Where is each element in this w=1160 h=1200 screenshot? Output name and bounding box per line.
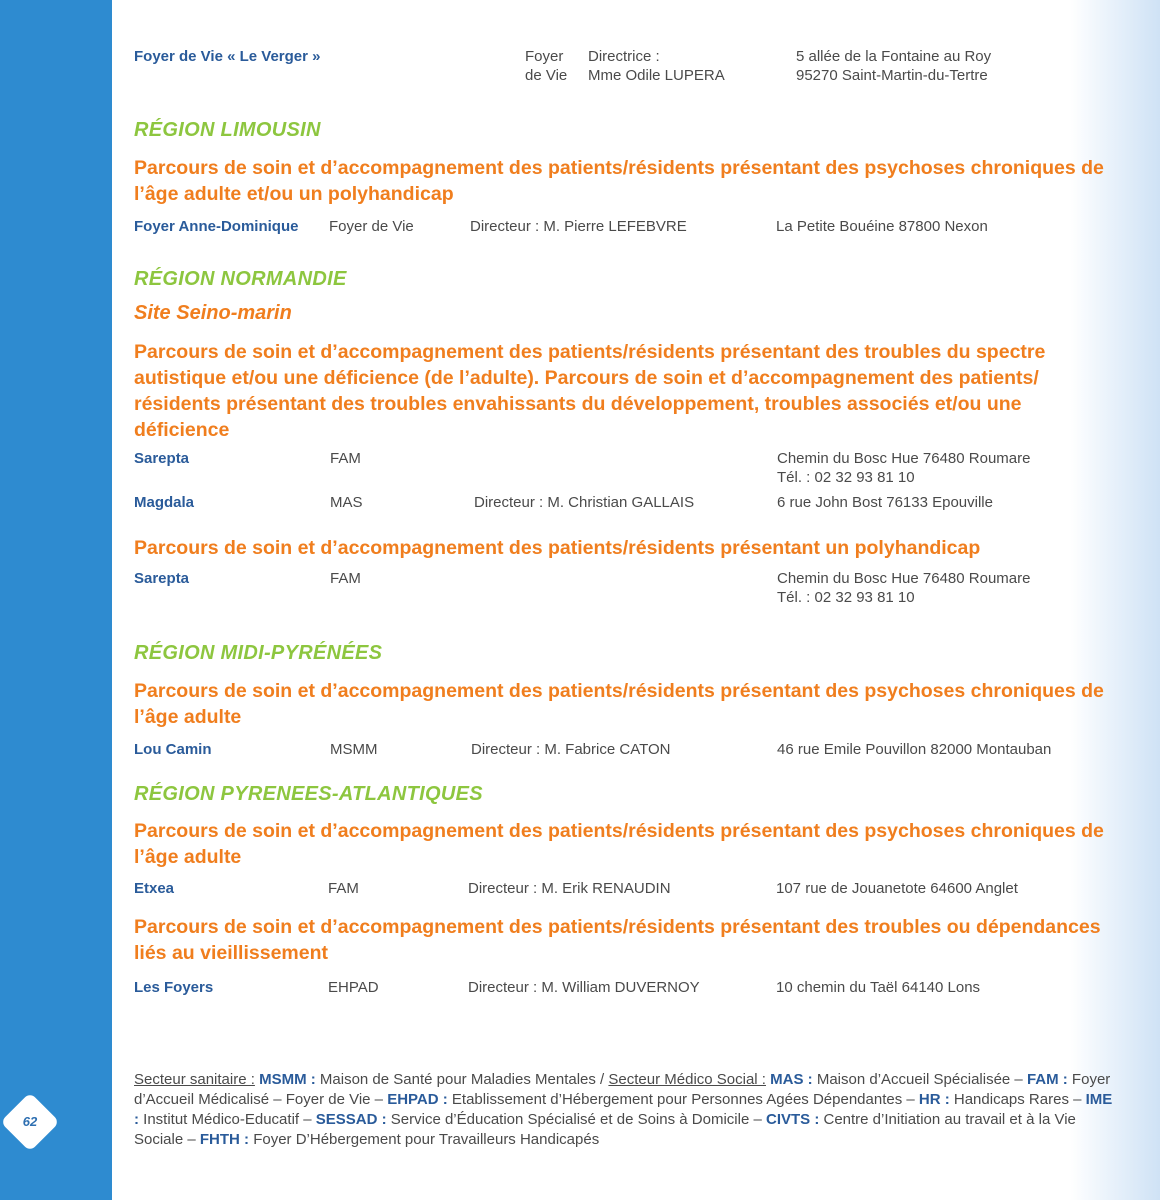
legend-definition: Handicaps Rares – [949, 1091, 1086, 1108]
establishment-address: 6 rue John Bost 76133 Epouville [777, 494, 993, 511]
establishment-address: Chemin du Bosc Hue 76480 Roumare Tél. : 02 32 93 81 10 [777, 570, 1031, 606]
establishment-type: MAS [330, 494, 363, 511]
legend-abbr: IME : [134, 1091, 1113, 1128]
establishment-type: EHPAD [328, 979, 379, 996]
legend-abbr: MSMM : [259, 1071, 316, 1088]
legend-abbr: FHTH : [199, 1131, 250, 1148]
legend-definition: Service d’Éducation Spécialisé et de Soins à Domicile – [386, 1111, 766, 1128]
establishment-contact: Directeur : M. Erik RENAUDIN [468, 880, 671, 897]
left-color-band [0, 0, 112, 1200]
establishment-name: Etxea [134, 880, 175, 897]
establishment-name: Les Foyers [134, 979, 214, 996]
establishment-contact: Directeur : M. William DUVERNOY [468, 979, 700, 996]
establishment-name: Foyer Anne-Dominique [134, 218, 299, 235]
region-title-limousin: RÉGION LIMOUSIN [134, 119, 321, 141]
establishment-address: La Petite Bouéine 87800 Nexon [776, 218, 988, 235]
establishment-name: Lou Camin [134, 741, 212, 758]
section-heading: Parcours de soin et d’accompagnement des patients/résidents présentant des psychoses chroniques de l’âge adulte [134, 820, 1104, 868]
region-title-midi-pyrenees: RÉGION MIDI-PYRÉNÉES [134, 642, 383, 664]
legend-abbr: MAS : [765, 1071, 813, 1088]
page-content [134, 0, 1124, 1200]
establishment-contact: Directeur : M. Pierre LEFEBVRE [470, 218, 687, 235]
establishment-type: Foyer de Vie [525, 48, 568, 84]
legend-definition: Maison d’Accueil Spécialisée – [812, 1071, 1027, 1088]
legend-abbr: HR : [918, 1091, 950, 1108]
establishment-address: 107 rue de Jouanetote 64600 Anglet [776, 880, 1018, 897]
legend-definition: Centre d’Initiation au travail et à la Vie Sociale – [134, 1111, 1076, 1148]
section-heading: Parcours de soin et d’accompagnement des patients/résidents présentant des psychoses chroniques de l’âge adulte [134, 680, 1104, 728]
legend-sector-sanitaire: Secteur sanitaire : [134, 1071, 255, 1088]
establishment-contact: Directeur : M. Christian GALLAIS [474, 494, 695, 511]
page-number: 62 [22, 1114, 38, 1129]
legend-definition: Institut Médico-Educatif – [139, 1111, 316, 1128]
establishment-type: MSMM [330, 741, 378, 758]
legend-definition: Etablissement d’Hébergement pour Personnes Agées Dépendantes – [447, 1091, 919, 1108]
section-heading: Parcours de soin et d’accompagnement des patients/résidents présentant des troubles ou dépendances liés au vieillissement [134, 916, 1101, 964]
establishment-contact: Directrice : Mme Odile LUPERA [588, 48, 725, 84]
establishment-type: FAM [328, 880, 359, 897]
section-heading: Parcours de soin et d’accompagnement des patients/résidents présentant des psychoses chroniques de l’âge adulte et/ou un polyhandicap [134, 157, 1104, 205]
establishment-name: Foyer de Vie « Le Verger » [134, 48, 321, 65]
establishment-address: 5 allée de la Fontaine au Roy 95270 Saint-Martin-du-Tertre [796, 48, 992, 84]
legend-abbr: FAM : [1026, 1071, 1068, 1088]
legend-abbr: SESSAD : [315, 1111, 387, 1128]
establishment-contact: Directeur : M. Fabrice CATON [471, 741, 671, 758]
establishment-address: Chemin du Bosc Hue 76480 Roumare Tél. : 02 32 93 81 10 [777, 450, 1031, 486]
region-title-pyrenees-atlantiques: RÉGION PYRENEES-ATLANTIQUES [134, 783, 483, 805]
region-title-normandie: RÉGION NORMANDIE [134, 268, 347, 290]
section-heading: Parcours de soin et d’accompagnement des patients/résidents présentant des troubles du spectre autistique et/ou une déficience (de l’adulte). Parcours de soin et d’accompagnement des patients/ résidents présentant des troubles envahissants du développement, troubles associés et/ou une déficience [134, 341, 1046, 441]
legend-definition: Foyer d’Accueil Médicalisé – Foyer de Vie – [134, 1071, 1111, 1108]
site-title: Site Seino-marin [134, 302, 292, 324]
legend-abbr: EHPAD : [387, 1091, 448, 1108]
establishment-type: FAM [330, 570, 361, 587]
establishment-type: Foyer de Vie [329, 218, 414, 235]
establishment-address: 46 rue Emile Pouvillon 82000 Montauban [777, 741, 1052, 758]
legend-definition: Maison de Santé pour Maladies Mentales / [315, 1071, 609, 1088]
establishment-address: 10 chemin du Taël 64140 Lons [776, 979, 981, 996]
establishment-name: Sarepta [134, 570, 190, 587]
abbreviations-legend [134, 1070, 1114, 1150]
establishment-name: Sarepta [134, 450, 190, 467]
establishment-name: Magdala [134, 494, 195, 511]
legend-abbr: CIVTS : [765, 1111, 820, 1128]
establishment-type: FAM [330, 450, 361, 467]
section-heading: Parcours de soin et d’accompagnement des patients/résidents présentant un polyhandicap [134, 537, 981, 559]
legend-sector-medico-social: Secteur Médico Social : [608, 1071, 766, 1088]
legend-definition: Foyer D’Hébergement pour Travailleurs Handicapés [249, 1131, 600, 1148]
